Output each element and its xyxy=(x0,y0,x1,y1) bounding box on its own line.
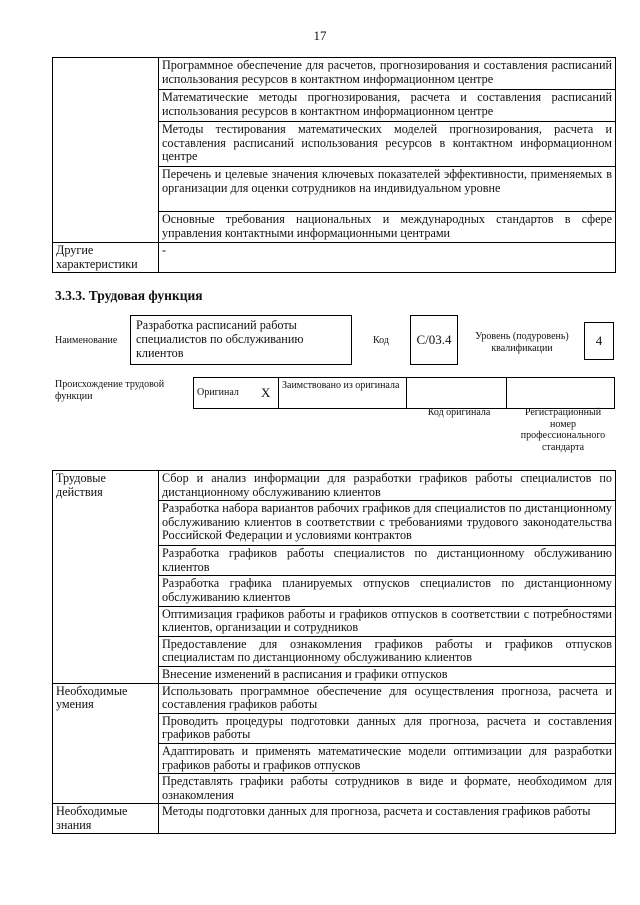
other-characteristics-value: - xyxy=(159,243,616,273)
registration-label: Регистрационный номер профессионального стандарта xyxy=(520,407,606,453)
name-label: Наименование xyxy=(55,335,118,346)
function-name-box xyxy=(130,315,352,365)
origin-table xyxy=(193,377,615,409)
labor-action-item: Разработка графика планируемых отпусков специалистов по дистанционному обслуживанию клиентов xyxy=(159,576,616,606)
borrowed-label: Заимствовано из оригинала xyxy=(279,378,407,409)
section-title: 3.3.3. Трудовая функция xyxy=(55,288,203,303)
original-label: Оригинал xyxy=(194,378,254,409)
knowledge-item: Математические методы прогнозирования, расчета и составления расписаний использования ресурсов в контактном информационном центре xyxy=(159,90,616,122)
origin-label: Происхождение трудовой функции xyxy=(55,379,165,402)
required-knowledge-label: Необходимые знания xyxy=(53,804,159,834)
labor-action-item: Оптимизация графиков работы и графиков отпусков в соответствии с потребностями клиентов, организации и сотрудников xyxy=(159,606,616,636)
code-value: С/03.4 xyxy=(416,332,452,347)
knowledge-item: Перечень и целевые значения ключевых показателей эффективности, применяемых в организации для оценки сотрудников на индивидуальном уровне xyxy=(159,167,616,212)
knowledge-item: Основные требования национальных и международных стандартов в сфере управления контактными информационными центрами xyxy=(159,212,616,243)
labor-function-table xyxy=(52,470,616,834)
code-original-cell xyxy=(407,378,507,409)
skill-item: Адаптировать и применять математические модели оптимизации для разработки графиков работы и графиков отпусков xyxy=(159,743,616,773)
knowledge-item: Программное обеспечение для расчетов, прогнозирования и составления расписаний использования ресурсов в контактном информационном центре xyxy=(159,58,616,90)
level-box xyxy=(584,322,614,360)
code-original-label: Код оригинала xyxy=(427,407,491,418)
labor-action-item: Разработка набора вариантов рабочих графиков для специалистов по дистанционному обслуживанию клиентов в соответствии с требованиями трудового законодательства Российской Федерации и условиями контрактов xyxy=(159,501,616,546)
original-mark: X xyxy=(254,378,279,409)
code-label: Код xyxy=(373,335,389,346)
level-value: 4 xyxy=(595,333,603,348)
knowledge-continuation-table xyxy=(52,57,616,273)
labor-actions-label: Трудовые действия xyxy=(53,471,159,684)
code-box xyxy=(410,315,458,365)
empty-label-cell xyxy=(53,58,159,243)
labor-action-item: Сбор и анализ информации для разработки графиков работы специалистов по дистанционному обслуживанию клиентов xyxy=(159,471,616,501)
other-characteristics-label: Другие характеристики xyxy=(53,243,159,273)
skill-item: Представлять графики работы сотрудников в виде и формате, необходимом для ознакомления xyxy=(159,774,616,804)
knowledge-item: Методы подготовки данных для прогноза, расчета и составления графиков работы xyxy=(159,804,616,834)
function-name: Разработка расписаний работы специалистов по обслуживанию клиентов xyxy=(136,318,304,360)
labor-action-item: Внесение изменений в расписания и графики отпусков xyxy=(159,666,616,683)
skill-item: Проводить процедуры подготовки данных для прогноза, расчета и составления графиков работы xyxy=(159,713,616,743)
knowledge-item: Методы тестирования математических моделей прогнозирования, расчета и составления расписаний использования ресурсов в контактном информационном центре xyxy=(159,122,616,167)
page-number: 17 xyxy=(313,28,327,43)
labor-action-item: Разработка графиков работы специалистов по дистанционному обслуживанию клиентов xyxy=(159,546,616,576)
labor-action-item: Предоставление для ознакомления графиков работы и графиков отпусков специалистам по дистанционному обслуживанию клиентов xyxy=(159,636,616,666)
registration-number-cell xyxy=(507,378,615,409)
skill-item: Использовать программное обеспечение для осуществления прогноза, расчета и составления графиков работы xyxy=(159,683,616,713)
level-label: Уровень (подуровень) квалификации xyxy=(475,331,569,354)
required-skills-label: Необходимые умения xyxy=(53,683,159,804)
